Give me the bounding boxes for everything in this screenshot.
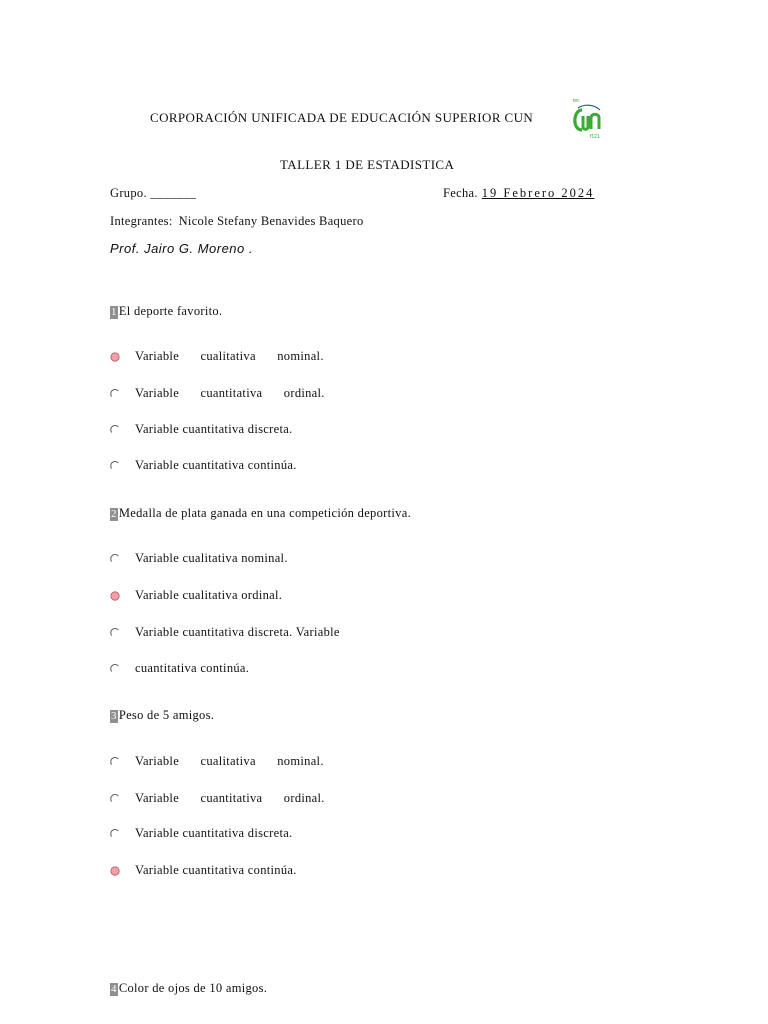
radio-selected-icon[interactable] — [110, 352, 120, 362]
question-4 — [110, 981, 267, 996]
radio-unselected-icon[interactable] — [110, 425, 120, 435]
institution-title: CORPORACIÓN UNIFICADA DE EDUCACIÓN SUPERIOR CUN — [150, 110, 534, 125]
option-label: cuantitativa continúa. — [135, 661, 250, 675]
radio-unselected-icon[interactable] — [110, 757, 120, 767]
question-number: 2 — [111, 508, 117, 520]
radio-selected-icon[interactable] — [110, 866, 120, 876]
question-text: El deporte favorito. — [118, 304, 223, 318]
date-label: Fecha. — [443, 186, 478, 200]
question-3 — [110, 708, 214, 723]
radio-unselected-icon[interactable] — [110, 628, 120, 638]
professor-name: Prof. Jairo G. Moreno . — [110, 241, 253, 256]
radio-unselected-icon[interactable] — [110, 389, 120, 399]
cun-logo-icon — [570, 96, 604, 140]
question-number: 4 — [111, 983, 117, 995]
option-label: Variable cuantitativa discreta. — [135, 422, 293, 436]
option-label: Variable cuantitativa continúa. — [135, 863, 297, 877]
question-number: 3 — [111, 710, 117, 722]
question-text: Color de ojos de 10 amigos. — [118, 981, 268, 995]
option-label: Variable cuantitativa ordinal. — [135, 386, 325, 400]
group-field: Grupo. _______ — [110, 186, 197, 200]
radio-unselected-icon[interactable] — [110, 829, 120, 839]
option-label: Variable cuantitativa discreta. — [135, 826, 293, 840]
radio-unselected-icon[interactable] — [110, 664, 120, 674]
date-value: 19 Febrero 2024 — [481, 186, 595, 200]
option-label: Variable cuantitativa continúa. — [135, 458, 297, 472]
radio-unselected-icon[interactable] — [110, 461, 120, 471]
question-text: Medalla de plata ganada en una competición deportiva. — [118, 506, 411, 520]
option-label: Variable cuantitativa ordinal. — [135, 791, 325, 805]
option-label: Variable cuantitativa discreta. Variable — [135, 625, 340, 639]
radio-unselected-icon[interactable] — [110, 794, 120, 804]
svg-text:tec: tec — [573, 98, 580, 104]
question-1 — [110, 304, 222, 319]
radio-unselected-icon[interactable] — [110, 554, 120, 564]
question-number: 1 — [111, 306, 117, 318]
workshop-title: TALLER 1 DE ESTADISTICA — [280, 157, 455, 172]
radio-selected-icon[interactable] — [110, 591, 120, 601]
question-2 — [110, 506, 411, 521]
option-label: Variable cualitativa nominal. — [135, 349, 324, 363]
question-text: Peso de 5 amigos. — [118, 708, 215, 722]
date-field — [443, 186, 594, 201]
option-label: Variable cualitativa ordinal. — [135, 588, 283, 602]
members-label: Integrantes: — [110, 214, 173, 228]
option-label: Variable cualitativa nominal. — [135, 754, 324, 768]
svg-text:f121: f121 — [590, 134, 600, 140]
members-field — [110, 214, 364, 229]
option-label: Variable cualitativa nominal. — [135, 551, 288, 565]
members-value: Nicole Stefany Benavides Baquero — [178, 214, 364, 228]
